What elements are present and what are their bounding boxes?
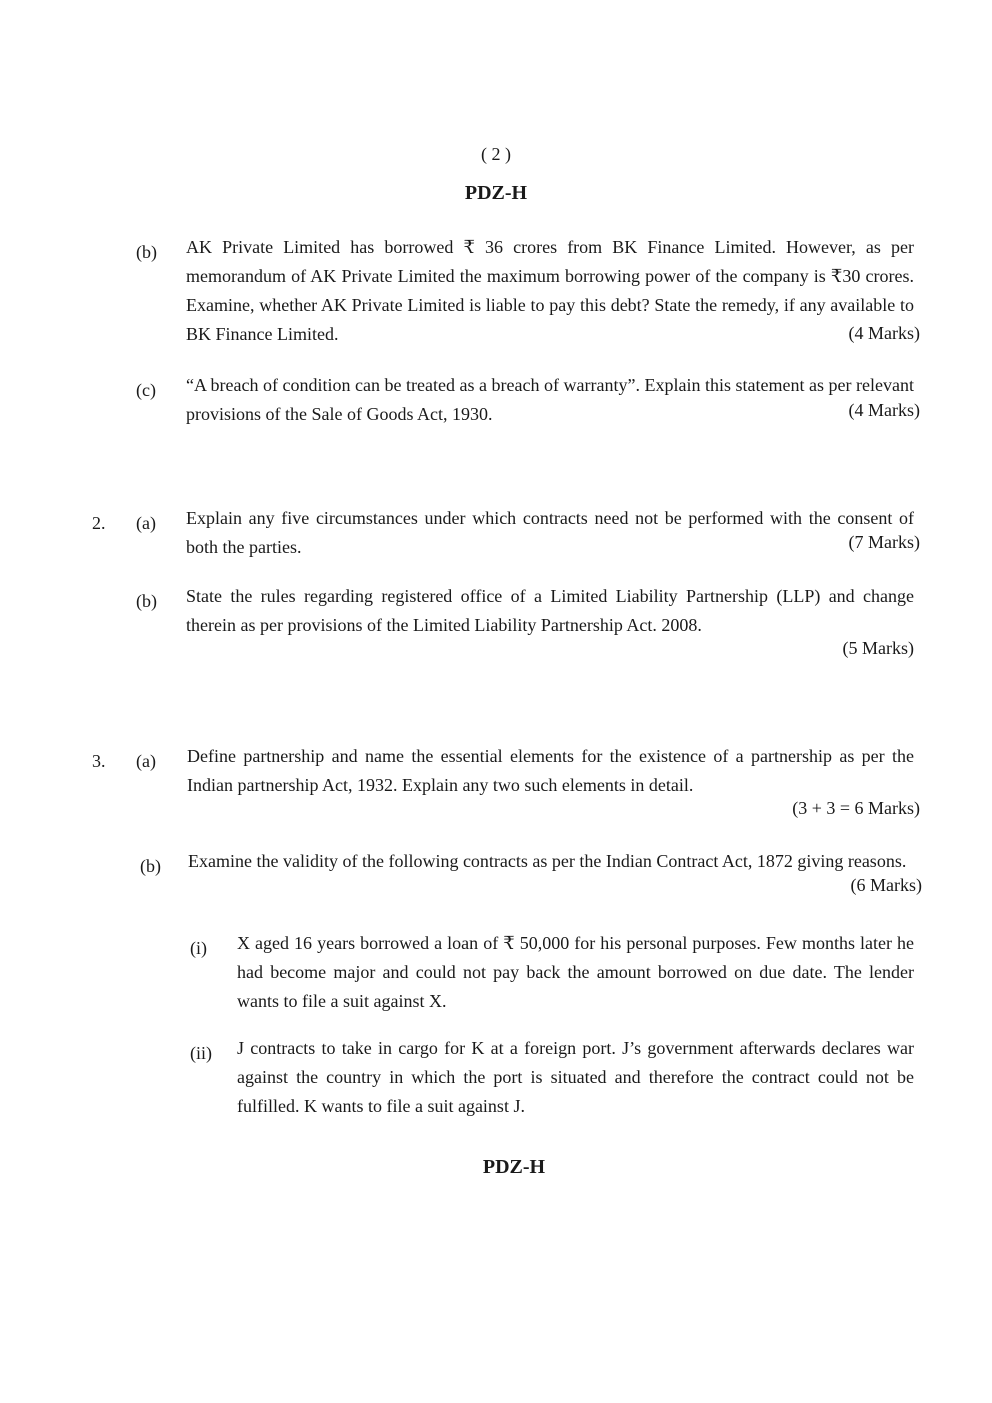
q3b-ii-text: J contracts to take in cargo for K at a foreign port. J’s government afterwards declares war against the country in which the port is situated and therefore the contract could not be fulfilled. K wants to file a suit against J. — [237, 1038, 914, 1116]
q1b-text: AK Private Limited has borrowed ₹ 36 crores from BK Finance Limited. However, as per memorandum of AK Private Limited the maximum borrowing power of the company is ₹30 crores. Examine, whether AK Private Limited is liable to pay this debt? State the remedy, if any available to BK Finance Limited. — [186, 237, 914, 344]
paper-code-footer: PDZ-H — [482, 1156, 546, 1178]
q2a-label: (a) — [136, 513, 156, 533]
q1c-marks: (4 Marks) — [848, 400, 920, 420]
q3b-marks: (6 Marks) — [850, 875, 922, 895]
q3b-i-label: (i) — [190, 938, 207, 958]
q3b-i-text: X aged 16 years borrowed a loan of ₹ 50,000 for his personal purposes. Few months later he had become major and could not pay back the amount borrowed on due date. The lender wants to file a suit against X. — [237, 933, 914, 1011]
q3b-ii-label: (ii) — [190, 1043, 212, 1063]
q2b-text: State the rules regarding registered office of a Limited Liability Partnership (LLP) and change therein as per provisions of the Limited Liability Partnership Act. 2008. — [186, 586, 914, 635]
page-number: ( 2 ) — [481, 144, 511, 164]
q1b-marks: (4 Marks) — [848, 323, 920, 343]
q3a-marks: (3 + 3 = 6 Marks) — [792, 798, 920, 818]
q1c-label: (c) — [136, 380, 156, 400]
q2b-label: (b) — [136, 591, 157, 611]
q2-number: 2. — [92, 513, 106, 533]
q3b-text: Examine the validity of the following contracts as per the Indian Contract Act, 1872 giving reasons. — [188, 851, 907, 871]
q3b-label: (b) — [140, 856, 161, 876]
q1b-label: (b) — [136, 242, 157, 262]
q2a-text: Explain any five circumstances under which contracts need not be performed with the consent of both the parties. — [186, 508, 914, 557]
q3a-text: Define partnership and name the essential elements for the existence of a partnership as per the Indian partnership Act, 1932. Explain any two such elements in detail. — [187, 746, 914, 795]
q2a-marks: (7 Marks) — [848, 532, 920, 552]
q3a-label: (a) — [136, 751, 156, 771]
q3-number: 3. — [92, 751, 106, 771]
q1c-text: “A breach of condition can be treated as a breach of warranty”. Explain this statement as per relevant provisions of the Sale of Goods Act, 1930. — [186, 375, 914, 424]
paper-code-header: PDZ-H — [464, 182, 528, 204]
q2b-marks: (5 Marks) — [842, 638, 914, 658]
